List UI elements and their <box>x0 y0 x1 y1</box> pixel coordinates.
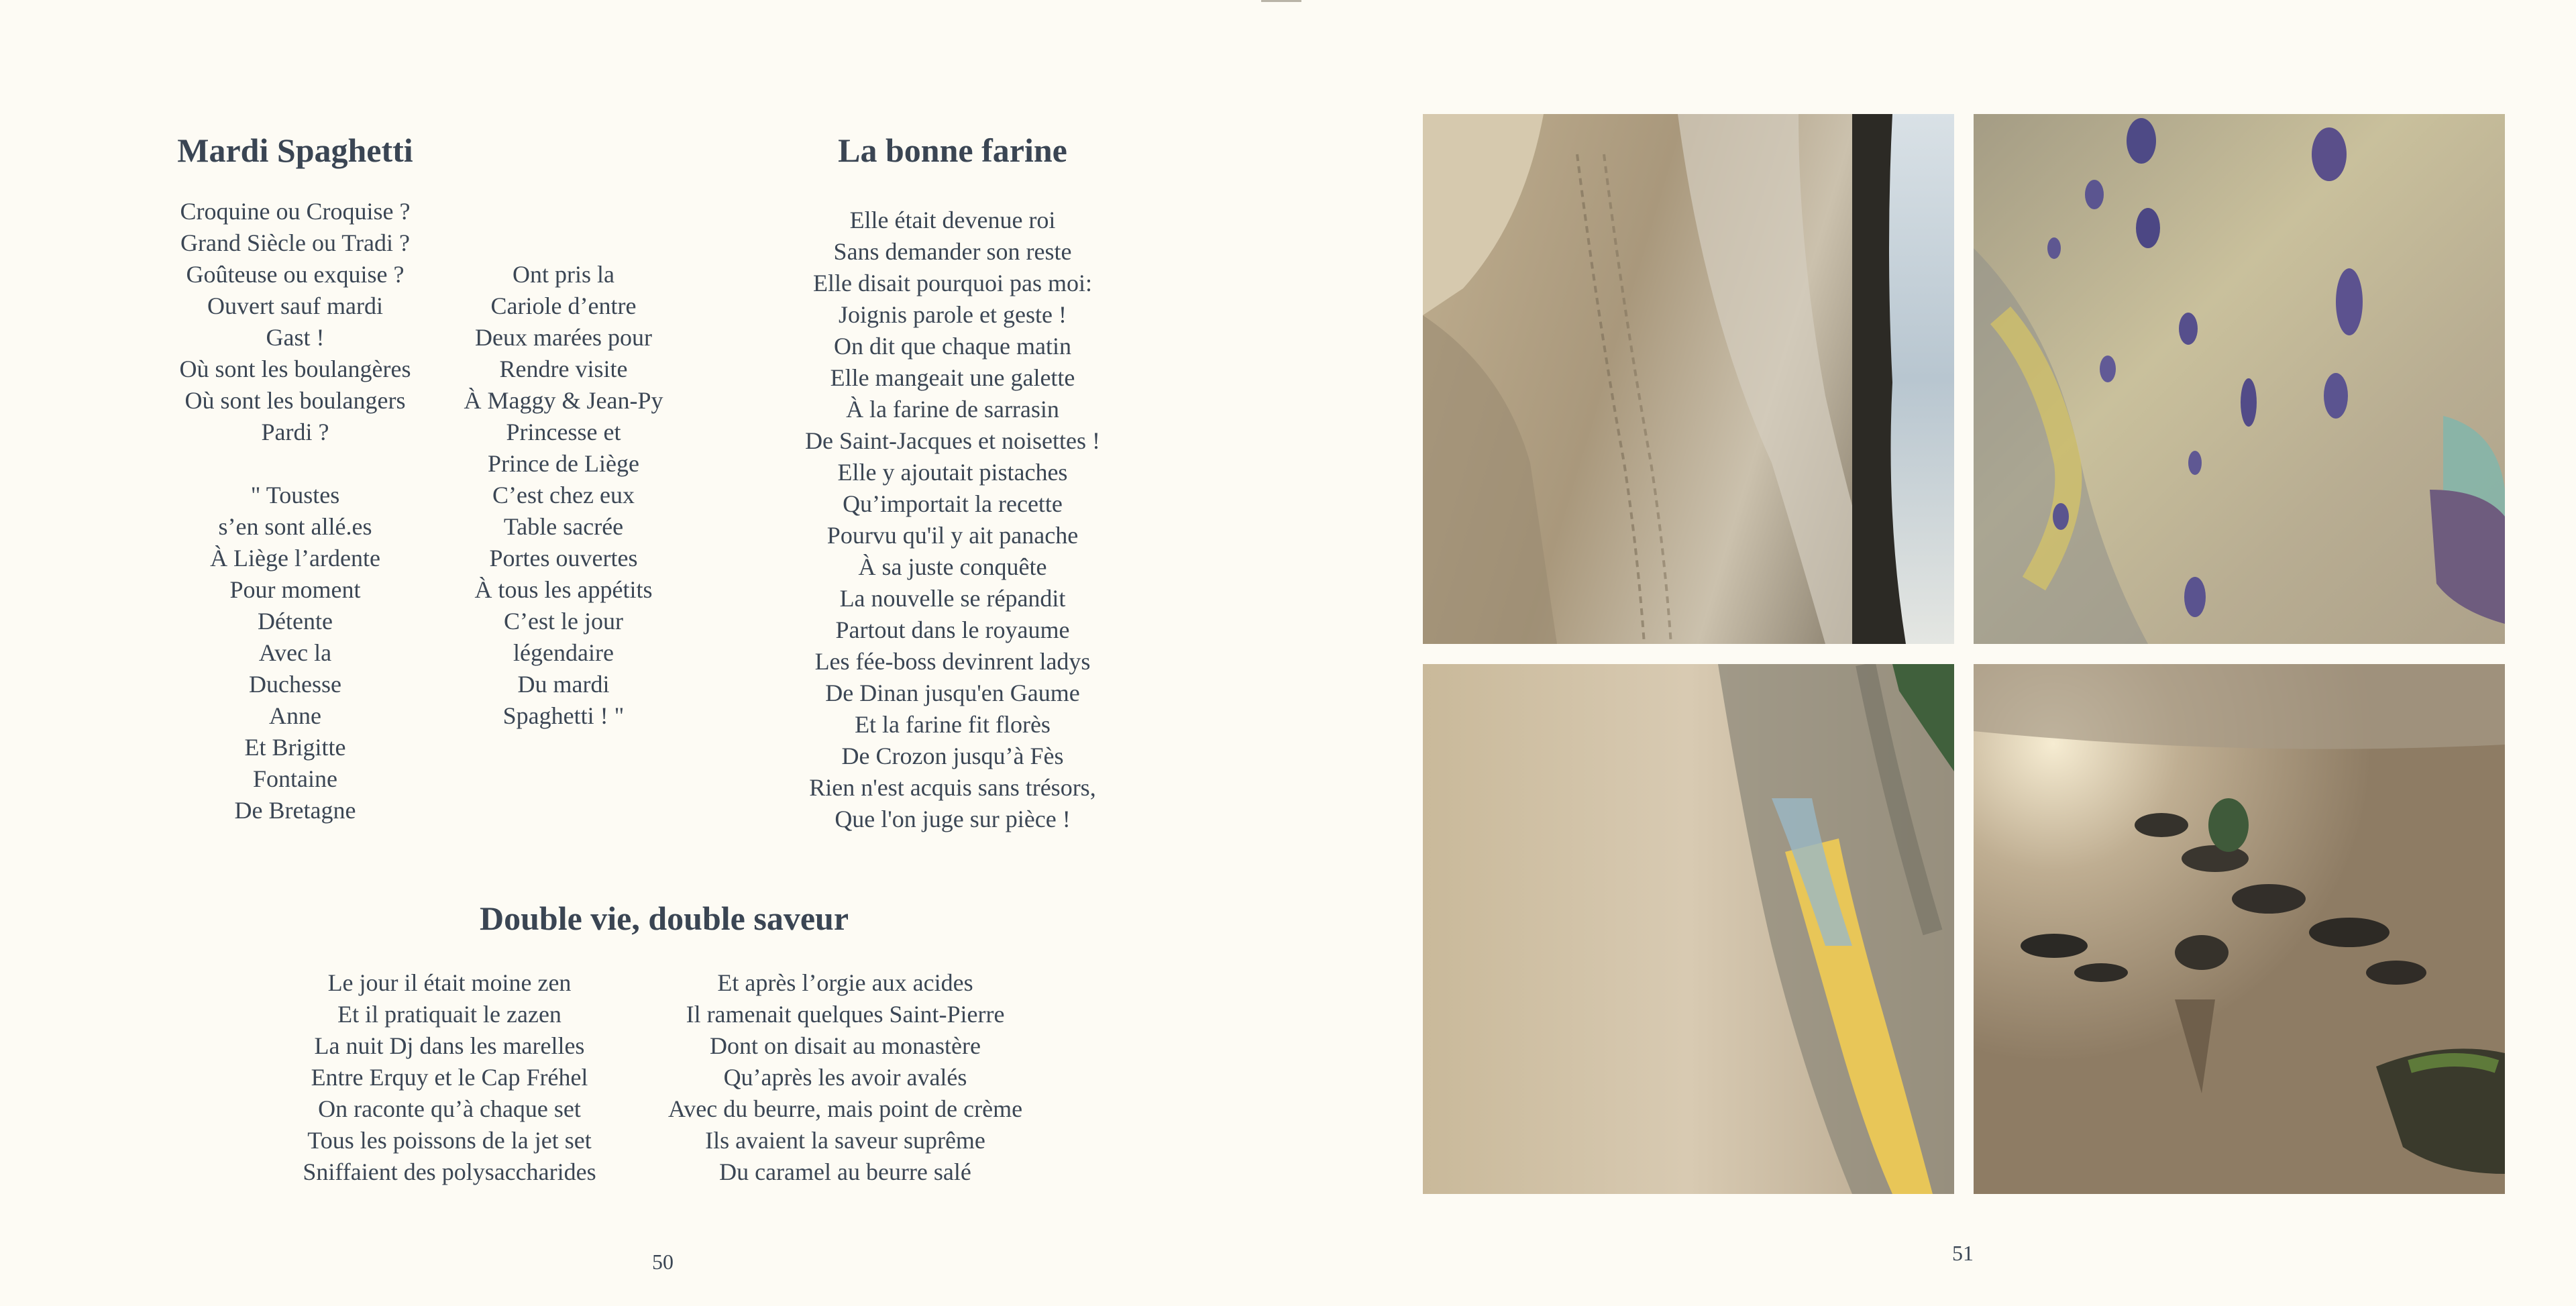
poem-line: Elle disait pourquoi pas moi: <box>813 270 1092 296</box>
poem-line: Ouvert sauf mardi <box>207 292 383 319</box>
poem-line: Croquine ou Croquise ? <box>180 198 411 225</box>
poem-title-la-bonne-farine: La bonne farine <box>838 131 1067 169</box>
poem-line: À Liège l’ardente <box>210 545 380 572</box>
beach-sand-tracks-photo <box>1423 114 1954 644</box>
poem-line: À sa juste conquête <box>858 553 1047 580</box>
poem-title-mardi-spaghetti: Mardi Spaghetti <box>177 131 413 169</box>
poem-line: Du mardi <box>517 671 610 698</box>
rocks-on-beach-photo <box>1974 664 2505 1194</box>
poem-line: Fontaine <box>253 765 337 792</box>
page-number-right: 51 <box>1952 1241 1974 1265</box>
poem-line: La nouvelle se répandit <box>839 585 1066 612</box>
poem-line: Où sont les boulangers <box>184 387 406 414</box>
poem-line: Duchesse <box>249 671 341 698</box>
poem-line: Le jour il était moine zen <box>327 969 572 996</box>
poem-line: On dit que chaque matin <box>834 333 1071 360</box>
poem-double-vie-column-2 <box>644 967 1046 1188</box>
poem-line: À tous les appétits <box>474 576 653 603</box>
poem-line: De Dinan jusqu'en Gaume <box>825 679 1080 706</box>
poem-line: Qu’importait la recette <box>843 490 1063 517</box>
poem-line: Deux marées pour <box>475 324 652 351</box>
poem-line: Avec du beurre, mais point de crème <box>667 1095 1023 1122</box>
poem-la-bonne-farine <box>765 205 1140 835</box>
poem-line: On raconte qu’à chaque set <box>318 1095 581 1122</box>
poem-line: La nuit Dj dans les marelles <box>314 1032 585 1059</box>
poem-line: Où sont les boulangères <box>179 356 411 382</box>
poem-line: Spaghetti ! " <box>502 702 625 729</box>
poem-line: Rendre visite <box>499 356 628 382</box>
poem-double-vie-column-1 <box>275 967 624 1188</box>
poem-line: Elle était devenue roi <box>849 207 1056 233</box>
poem-line: Et Brigitte <box>244 734 346 761</box>
poem-line: Que l'on juge sur pièce ! <box>835 806 1071 832</box>
poem-line: Rien n'est acquis sans trésors, <box>809 774 1096 801</box>
right-page <box>1288 0 2576 1306</box>
wet-sand-sunset-photo <box>1423 664 1954 1194</box>
sand-pebbles-photo <box>1974 114 2505 644</box>
poem-line <box>161 448 429 480</box>
poem-line: Anne <box>269 702 321 729</box>
poem-line: Joignis parole et geste ! <box>839 301 1067 328</box>
poem-line: Pourvu qu'il y ait panache <box>826 522 1079 549</box>
poem-line: Ont pris la <box>513 261 614 288</box>
poem-line: À Maggy & Jean-Py <box>464 387 663 414</box>
poem-line: Il ramenait quelques Saint-Pierre <box>686 1001 1005 1028</box>
poem-line: Du caramel au beurre salé <box>719 1158 971 1185</box>
poem-line: Grand Siècle ou Tradi ? <box>180 229 410 256</box>
poem-line: Les fée-boss devinrent ladys <box>814 648 1091 675</box>
poem-line: Et il pratiquait le zazen <box>337 1001 561 1028</box>
poem-line: De Saint-Jacques et noisettes ! <box>805 427 1100 454</box>
poem-mardi-spaghetti-column-2 <box>443 259 684 732</box>
poem-line: Qu’après les avoir avalés <box>723 1064 967 1091</box>
poem-line: Portes ouvertes <box>489 545 638 572</box>
poem-line: Elle y ajoutait pistaches <box>837 459 1068 486</box>
poem-line: À la farine de sarrasin <box>846 396 1059 423</box>
poem-line: C’est chez eux <box>492 482 635 508</box>
poem-line: Pardi ? <box>261 419 329 445</box>
poem-line: Et après l’orgie aux acides <box>717 969 973 996</box>
poem-title-double-vie: Double vie, double saveur <box>479 900 849 937</box>
poem-line: De Bretagne <box>234 797 356 824</box>
poem-line: Dont on disait au monastère <box>710 1032 981 1059</box>
poem-line: Entre Erquy et le Cap Fréhel <box>311 1064 588 1091</box>
poem-line: Princesse et <box>506 419 621 445</box>
poem-line: Ils avaient la saveur suprême <box>705 1127 985 1154</box>
poem-line: Table sacrée <box>503 513 624 540</box>
poem-line: Cariole d’entre <box>490 292 637 319</box>
poem-line: C’est le jour <box>504 608 623 635</box>
poem-line: Goûteuse ou exquise ? <box>186 261 405 288</box>
poem-line: Gast ! <box>266 324 325 351</box>
poem-line: De Crozon jusqu’à Fès <box>841 743 1064 769</box>
poem-mardi-spaghetti-column-1 <box>161 196 429 826</box>
poem-line: Détente <box>258 608 333 635</box>
poem-line: légendaire <box>513 639 614 666</box>
poem-line: Partout dans le royaume <box>835 616 1070 643</box>
poem-line: Avec la <box>258 639 332 666</box>
poem-line: Elle mangeait une galette <box>830 364 1075 391</box>
poem-line: Sniffaient des polysaccharides <box>303 1158 596 1185</box>
poem-line: s’en sont allé.es <box>218 513 372 540</box>
poem-line: Prince de Liège <box>488 450 639 477</box>
poem-line: Pour moment <box>229 576 361 603</box>
poem-line: Tous les poissons de la jet set <box>307 1127 592 1154</box>
poem-line: Sans demander son reste <box>833 238 1072 265</box>
page-number-left: 50 <box>652 1250 674 1274</box>
poem-line: " Toustes <box>250 482 340 508</box>
poem-line: Et la farine fit florès <box>855 711 1051 738</box>
